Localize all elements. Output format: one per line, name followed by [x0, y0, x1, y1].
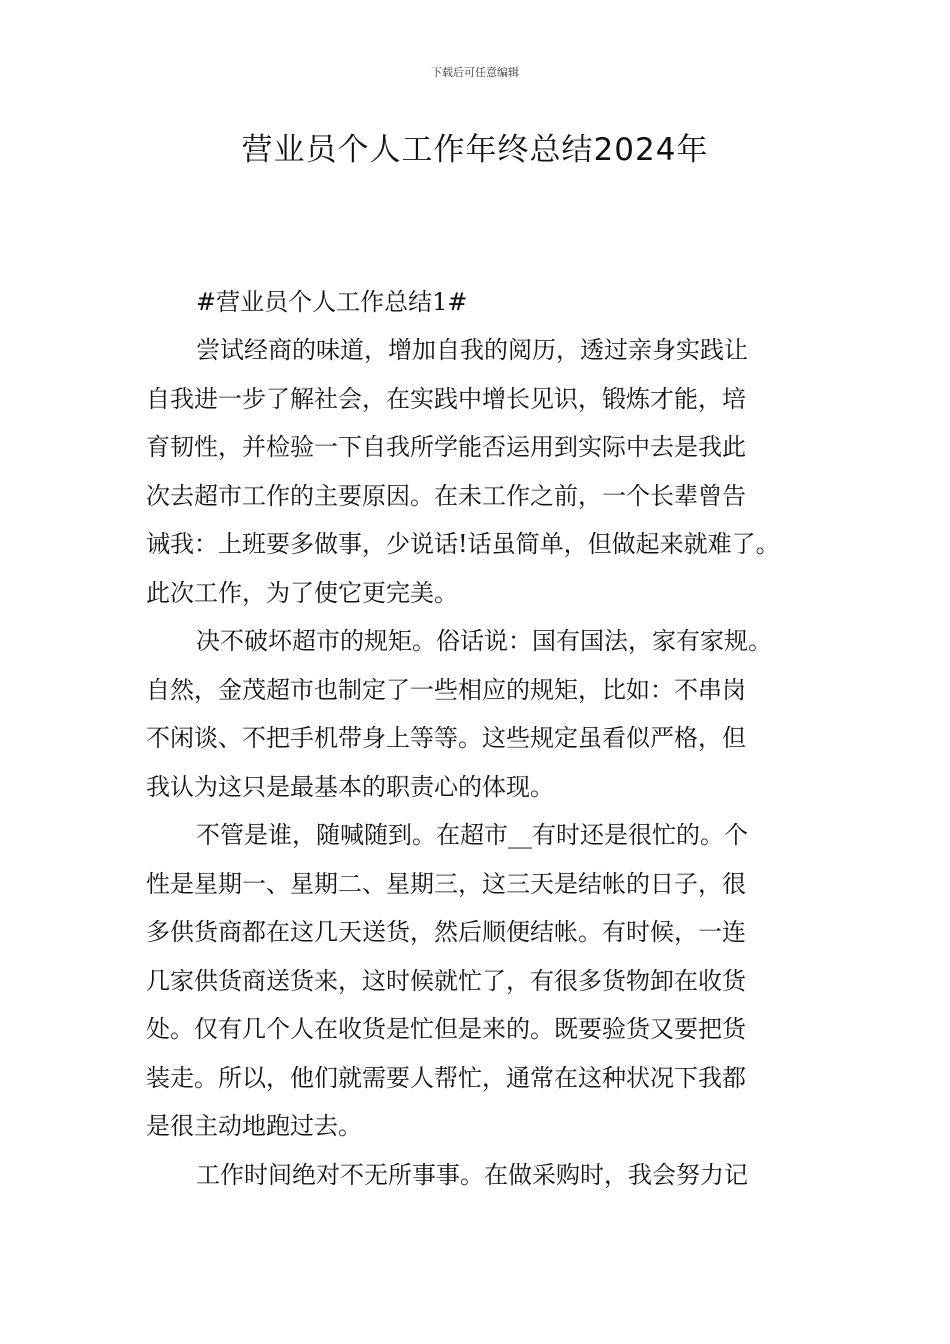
- paragraph-line: 是很主动地跑过去。: [146, 1112, 362, 1140]
- paragraph-line: 诫我：上班要多做事，少说话!话虽简单，但做起来就难了。: [146, 530, 780, 558]
- paragraph-line: 决不破坏超市的规矩。俗话说：国有国法，家有家规。: [196, 627, 772, 655]
- paragraph-line: 工作时间绝对不无所事事。在做采购时，我会努力记: [196, 1160, 748, 1189]
- paragraph-3: [146, 811, 836, 1151]
- paragraph-line: 尝试经商的味道，增加自我的阅历，透过亲身实践让: [196, 336, 748, 364]
- paragraph-4: [146, 1151, 836, 1200]
- paragraph-line: 自然，金茂超市也制定了一些相应的规矩，比如：不串岗: [146, 675, 746, 704]
- paragraph-2: [146, 617, 836, 811]
- section-heading: #营业员个人工作总结1#: [196, 288, 468, 316]
- paragraph-line: 不闲谈、不把手机带身上等等。这些规定虽看似严格，但: [146, 724, 746, 752]
- paragraph-line: 育韧性，并检验一下自我所学能否运用到实际中去是我此: [146, 433, 746, 461]
- paragraph-line: 我认为这只是最基本的职责心的体现。: [146, 772, 554, 801]
- paragraph-line: 装走。所以，他们就需要人帮忙，通常在这种状况下我都: [146, 1063, 746, 1092]
- paragraph-line: 此次工作，为了使它更完美。: [146, 578, 458, 607]
- paragraph-line: 自我进一步了解社会，在实践中增长见识，锻炼才能，培: [146, 384, 746, 413]
- paragraph-line: 几家供货商送货来，这时候就忙了，有很多货物卸在收货: [146, 966, 746, 995]
- paragraph-line: 不管是谁，随喊随到。在超市__有时还是很忙的。个: [196, 821, 748, 849]
- paragraph-line: 次去超市工作的主要原因。在未工作之前，一个长辈曾告: [146, 481, 746, 510]
- document-title: 营业员个人工作年终总结2024年: [241, 132, 709, 168]
- header-note: 下载后可任意编辑: [431, 66, 519, 79]
- paragraph-1: [146, 326, 836, 617]
- paragraph-line: 性是星期一、星期二、星期三，这三天是结帐的日子，很: [146, 869, 746, 898]
- document-body: [146, 278, 836, 1199]
- paragraph-line: 处。仅有几个人在收货是忙但是来的。既要验货又要把货: [146, 1015, 746, 1043]
- paragraph-line: 多供货商都在这几天送货，然后顺便结帐。有时候，一连: [146, 918, 746, 946]
